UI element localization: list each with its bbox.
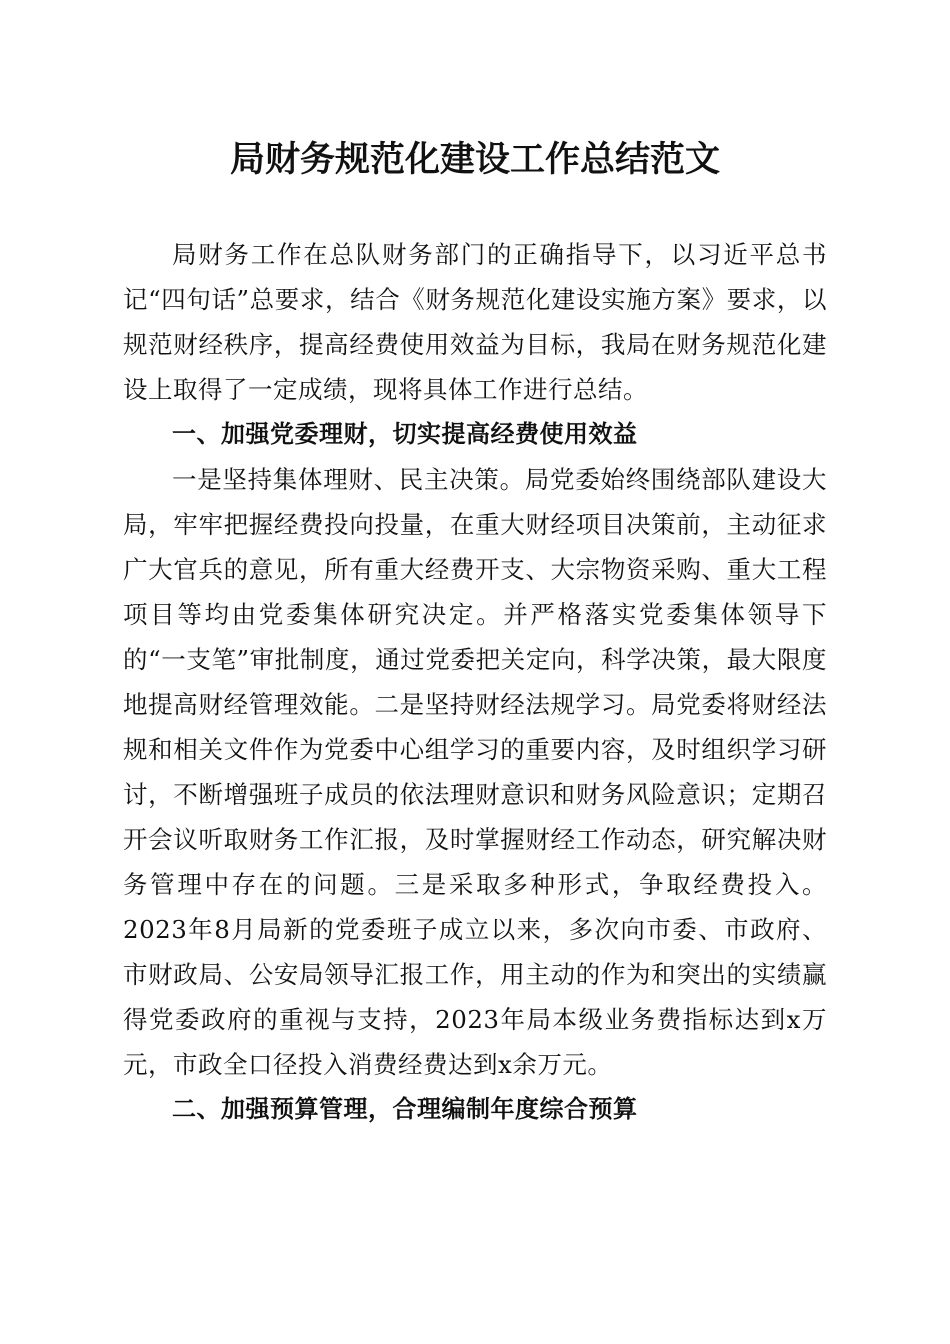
document-title: 局财务规范化建设工作总结范文 (229, 140, 720, 180)
section-1-paragraph: 一是坚持集体理财、民主决策。局党委始终围绕部队建设大局，牢牢把握经费投向投量，在重大财经项目决策前，主动征求广大官兵的意见，所有重大经费开支、大宗物资采购、重大工程项目等均由党委集体研究决定。并严格落实党委集体领导下的“一支笔”审批制度，通过党委把关定向，科学决策，最大限度地提高财经管理效能。二是坚持财经法规学习。局党委将财经法规和相关文件作为党委中心组学习的重要内容，及时组织学习研讨，不断增强班子成员的依法理财意识和财务风险意识；定期召开会议听取财务工作汇报，及时掌握财经工作动态，研究解决财务管理中存在的问题。三是采取多种形式，争取经费投入。2023年8月局新的党委班子成立以来，多次向市委、市政府、市财政局、公安局领导汇报工作，用主动的作为和突出的实绩赢得党委政府的重视与支持，2023年局本级业务费指标达到x万元，市政全口径投入消费经费达到x余万元。 (123, 465, 827, 1079)
document-body (123, 232, 827, 1132)
intro-paragraph: 局财务工作在总队财务部门的正确指导下，以习近平总书记“四句话”总要求，结合《财务规范化建设实施方案》要求，以规范财经秩序，提高经费使用效益为目标，我局在财务规范化建设上取得了一定成绩，现将具体工作进行总结。 (123, 240, 827, 404)
section-heading-1: 一、加强党委理财，切实提高经费使用效益 (172, 420, 638, 448)
section-heading-2: 二、加强预算管理，合理编制年度综合预算 (172, 1095, 638, 1123)
